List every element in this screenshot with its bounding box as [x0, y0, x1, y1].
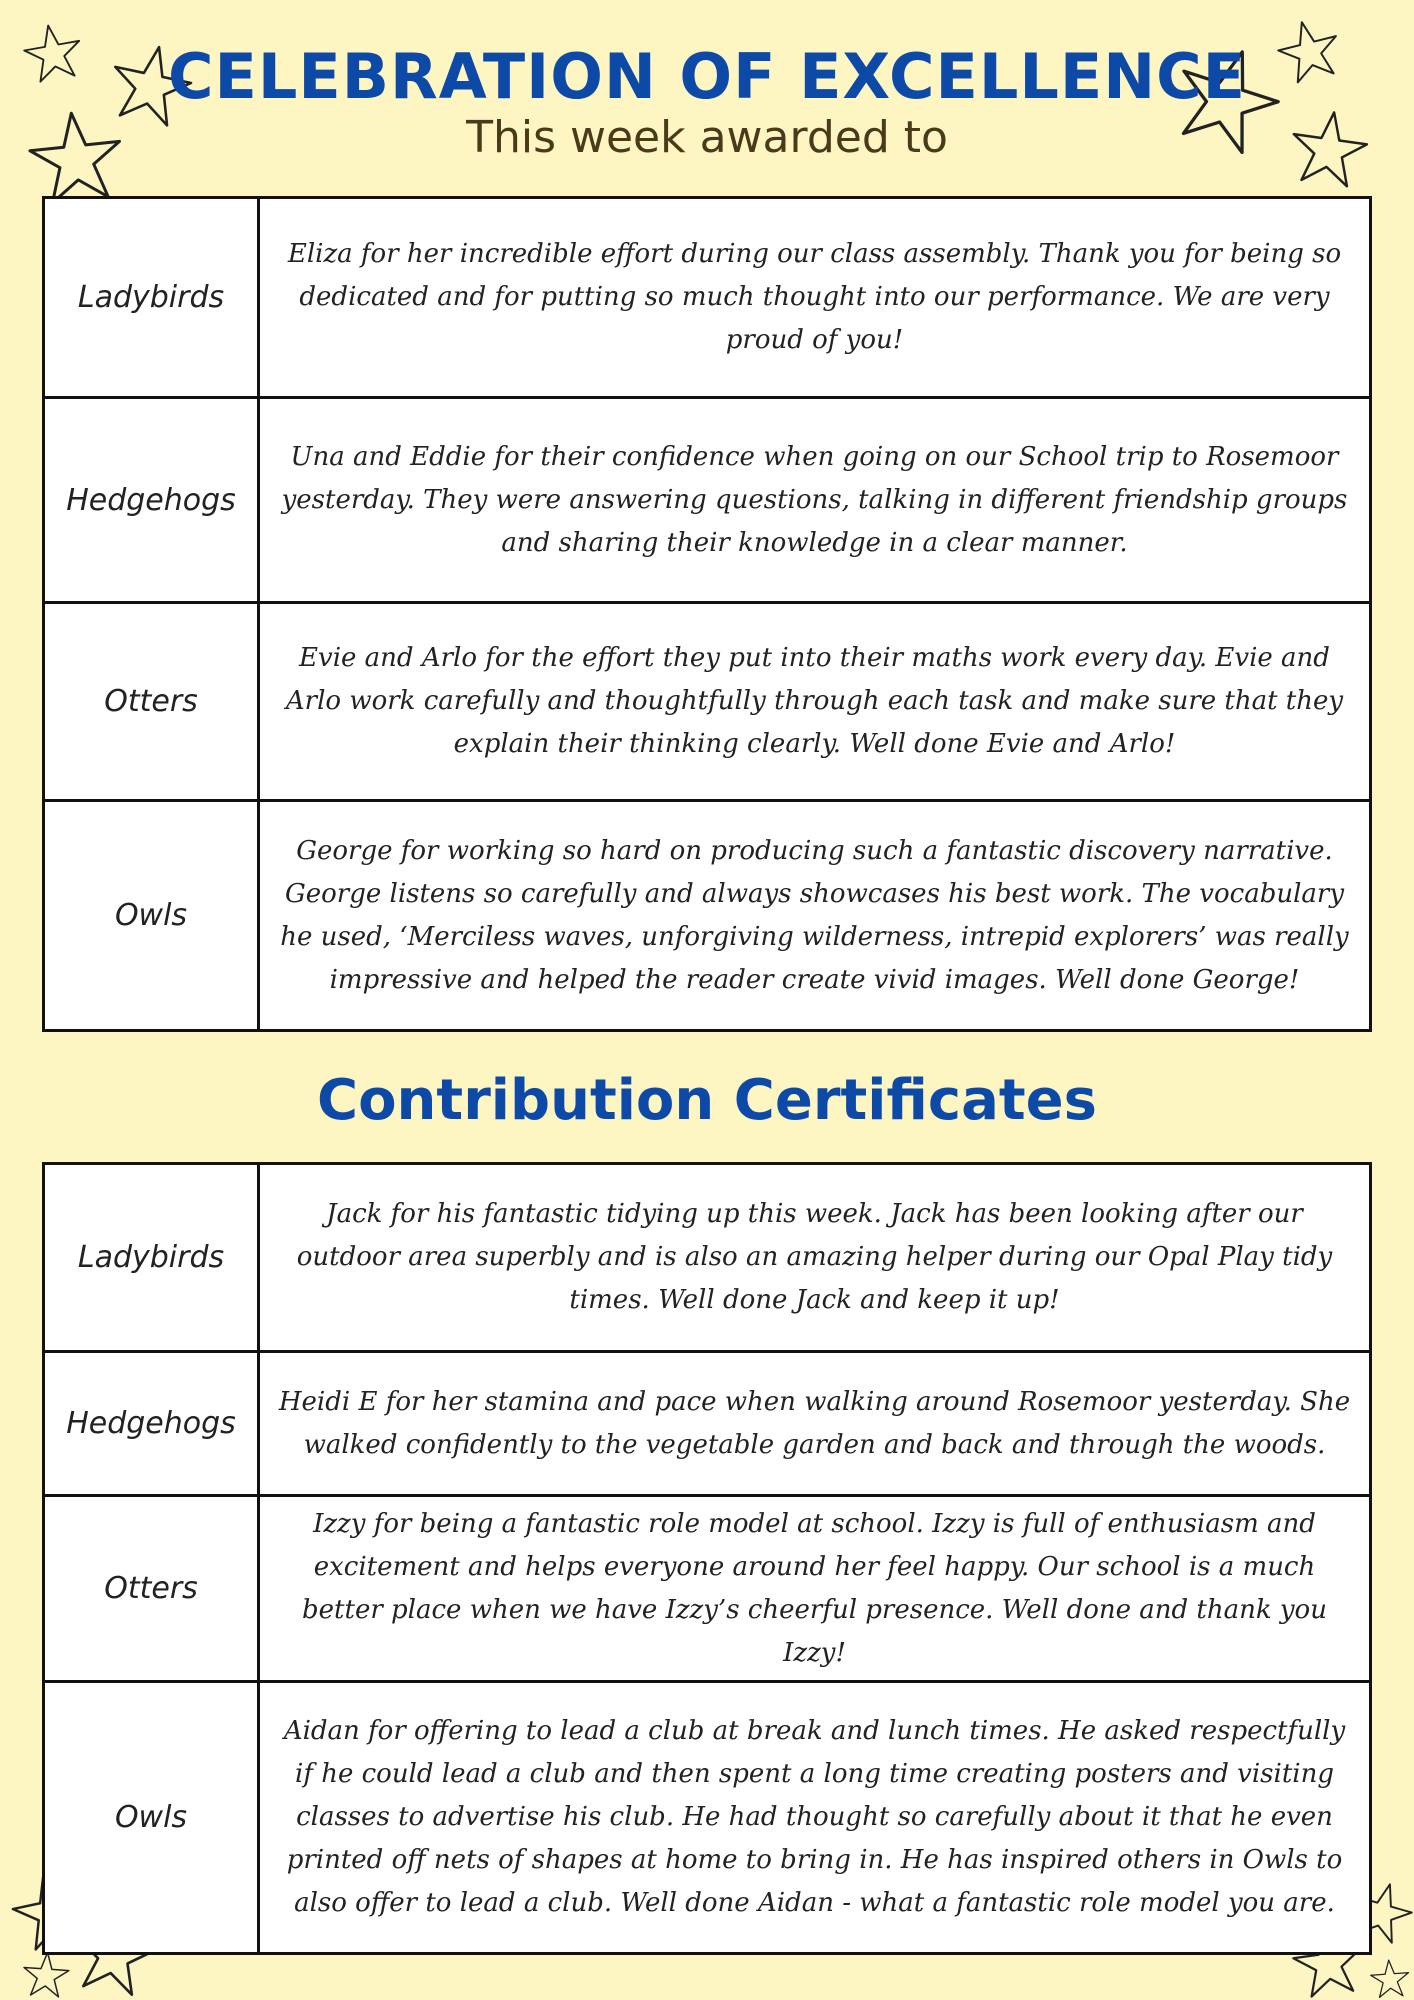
- table-row: [44, 1682, 1371, 1954]
- page-title: CELEBRATION OF EXCELLENCE: [168, 40, 1246, 113]
- table-row: [44, 1352, 1371, 1496]
- excellence-awards-table: [42, 196, 1372, 1032]
- page-subtitle: This week awarded to: [466, 112, 948, 163]
- class-name-cell: Owls: [44, 801, 259, 1031]
- star-icon: [16, 1950, 76, 2000]
- table-row: [44, 801, 1371, 1031]
- table-row: [44, 1496, 1371, 1682]
- star-icon: [1368, 1958, 1412, 2000]
- award-text-cell: Heidi E for her stamina and pace when walking around Rosemoor yesterday. She walked confidently to the vegetable garden and back and through the woods.: [259, 1352, 1371, 1496]
- award-text-cell: Jack for his fantastic tidying up this week. Jack has been looking after our outdoor area superbly and is also an amazing helper during our Opal Play tidy times. Well done Jack and keep it up!: [259, 1164, 1371, 1352]
- class-name-cell: Hedgehogs: [44, 398, 259, 603]
- class-name-cell: Hedgehogs: [44, 1352, 259, 1496]
- class-name-cell: Otters: [44, 603, 259, 801]
- award-text-cell: Una and Eddie for their confidence when going on our School trip to Rosemoor yesterday. They were answering questions, talking in different friendship groups and sharing their knowledge in a clear manner.: [259, 398, 1371, 603]
- class-name-cell: Ladybirds: [44, 1164, 259, 1352]
- award-text-cell: Eliza for her incredible effort during our class assembly. Thank you for being so dedicated and for putting so much thought into our performance. We are very proud of you!: [259, 198, 1371, 398]
- class-name-cell: Otters: [44, 1496, 259, 1682]
- section-title: Contribution Certificates: [316, 1068, 1097, 1133]
- award-text-cell: Evie and Arlo for the effort they put into their maths work every day. Evie and Arlo work carefully and thoughtfully through each task and make sure that they explain their thinking clearly. Well done Evie and Arlo!: [259, 603, 1371, 801]
- table-row: [44, 398, 1371, 603]
- table-row: [44, 603, 1371, 801]
- table-row: [44, 1164, 1371, 1352]
- award-text-cell: George for working so hard on producing such a fantastic discovery narrative. George listens so carefully and always showcases his best work. The vocabulary he used, ‘Merciless waves, unforgiving wilderness, intrepid explorers’ was really impressive and helped the reader create vivid images. Well done George!: [259, 801, 1371, 1031]
- class-name-cell: Ladybirds: [44, 198, 259, 398]
- award-text-cell: Aidan for offering to lead a club at break and lunch times. He asked respectfully if he could lead a club and then spent a long time creating posters and visiting classes to advertise his club. He had thought so carefully about it that he even printed off nets of shapes at home to bring in. He has inspired others in Owls to also offer to lead a club. Well done Aidan - what a fantastic role model you are.: [259, 1682, 1371, 1954]
- award-text-cell: Izzy for being a fantastic role model at school. Izzy is full of enthusiasm and excitement and helps everyone around her feel happy. Our school is a much better place when we have Izzy’s cheerful presence. Well done and thank you Izzy!: [259, 1496, 1371, 1682]
- class-name-cell: Owls: [44, 1682, 259, 1954]
- table-row: [44, 198, 1371, 398]
- contribution-certificates-table: [42, 1162, 1372, 1955]
